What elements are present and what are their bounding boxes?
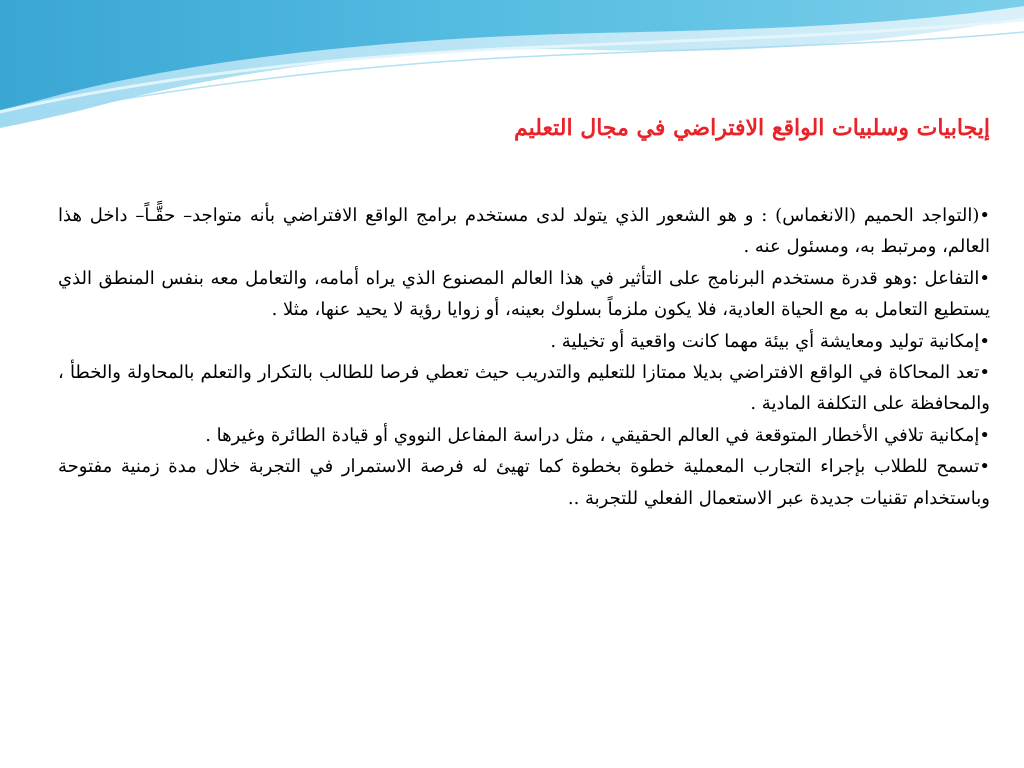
bullet-paragraph: •(التواجد الحميم (الانغماس) : و هو الشعور الذي يتولد لدى مستخدم برامج الواقع الافتراضي بأنه متواجد– حقًّـاً– داخل هذا العالم، ومرتبط به، ومسئول عنه . [58, 205, 990, 258]
bullet-paragraph: •إمكانية تلافي الأخطار المتوقعة في العالم الحقيقي ، مثل دراسة المفاعل النووي أو قيادة الطائرة وغيرها . [205, 424, 990, 446]
bullet-paragraph: •إمكانية توليد ومعايشة أي بيئة مهما كانت واقعية أو تخيلية . [550, 330, 990, 352]
wave-front [0, 0, 1024, 110]
bullet-paragraph: •تعد المحاكاة في الواقع الافتراضي بديلا ممتازا للتعليم والتدريب حيث تعطي فرصا للطالب بالتكرار والتعلم بالمحاولة والخطأ ، والمحافظة على التكلفة المادية . [58, 362, 990, 415]
bullet-paragraph: •التفاعل :وهو قدرة مستخدم البرنامج على التأثير في هذا العالم المصنوع الذي يراه أمامه، والتعامل معه بنفس المنطق الذي يستطيع التعامل به مع الحياة العادية، فلا يكون ملزماً بسلوك بعينه، أو زوايا رؤية لا يحيد عنها، مثلا . [58, 267, 990, 321]
slide-body [58, 200, 990, 514]
slide-title: إيجابيات وسلبيات الواقع الافتراضي في مجال التعليم [513, 115, 990, 141]
bullet-paragraph: •تسمح للطلاب بإجراء التجارب المعملية خطوة بخطوة كما تهيئ له فرصة الاستمرار في التجربة خلال مدة زمنية مفتوحة وباستخدام تقنيات جديدة عبر الاستعمال الفعلي للتجربة .. [58, 456, 990, 509]
